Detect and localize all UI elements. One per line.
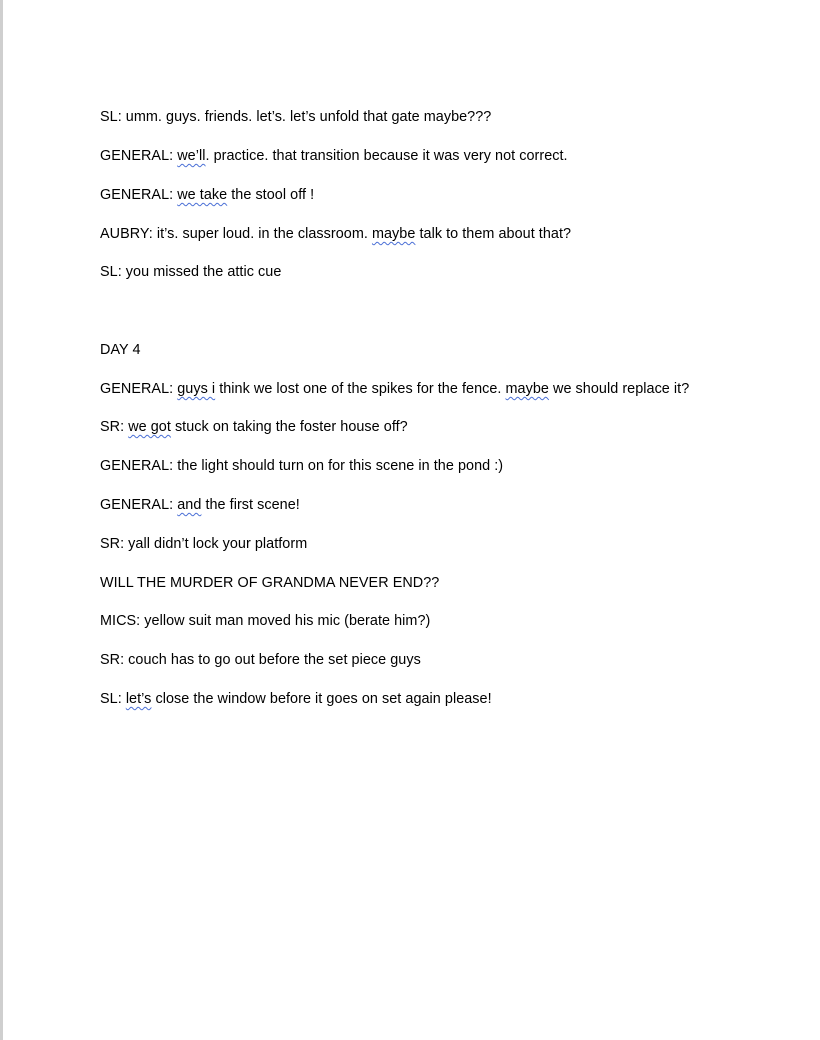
line-text: think we lost one of the spikes for the fence. xyxy=(215,381,506,397)
line-text: GENERAL: xyxy=(100,148,178,164)
spellcheck-flagged-text[interactable]: maybe xyxy=(505,381,549,397)
line-text: AUBRY: it’s. super loud. in the classroom. xyxy=(100,226,372,242)
document-line xyxy=(100,186,314,204)
document-line xyxy=(100,225,571,243)
line-text: stuck on taking the foster house off? xyxy=(170,419,408,435)
line-text: GENERAL: xyxy=(100,381,178,397)
line-text: SL: you missed the attic cue xyxy=(100,264,282,280)
line-text: SR: couch has to go out before the set piece guys xyxy=(100,652,421,668)
line-text: GENERAL: the light should turn on for this scene in the pond :) xyxy=(100,458,504,474)
line-text: WILL THE MURDER OF GRANDMA NEVER END?? xyxy=(100,575,440,591)
spellcheck-flagged-text[interactable]: and xyxy=(177,497,202,513)
document-line xyxy=(100,574,439,592)
line-text: the stool off ! xyxy=(227,187,315,203)
line-text: close the window before it goes on set again please! xyxy=(151,691,492,707)
spellcheck-flagged-text[interactable]: we’ll xyxy=(177,148,206,164)
document-line xyxy=(100,457,503,475)
document-line xyxy=(100,108,491,126)
spellcheck-flagged-text[interactable]: let’s xyxy=(125,691,152,707)
line-text: GENERAL: xyxy=(100,187,178,203)
line-text: SR: yall didn’t lock your platform xyxy=(100,536,308,552)
line-text: we should replace it? xyxy=(548,381,690,397)
document-line xyxy=(100,147,568,165)
line-text: SR: xyxy=(100,419,129,435)
section-heading xyxy=(100,341,141,359)
line-text: SL: xyxy=(100,691,126,707)
document-line xyxy=(100,612,430,630)
line-text: talk to them about that? xyxy=(415,226,572,242)
line-text: SL: umm. guys. friends. let’s. let’s unfold that gate maybe??? xyxy=(100,109,492,125)
document-line xyxy=(100,690,492,708)
line-text: . practice. that transition because it was very not correct. xyxy=(205,148,568,164)
line-text: GENERAL: xyxy=(100,497,178,513)
line-text: the first scene! xyxy=(201,497,300,513)
heading-text: DAY 4 xyxy=(100,342,141,358)
document-line xyxy=(100,535,307,553)
document-line xyxy=(100,651,421,669)
spellcheck-flagged-text[interactable]: we take xyxy=(177,187,228,203)
document-line xyxy=(100,380,689,398)
document-line xyxy=(100,418,408,436)
line-text: MICS: yellow suit man moved his mic (berate him?) xyxy=(100,613,431,629)
spellcheck-flagged-text[interactable]: maybe xyxy=(371,226,416,242)
spellcheck-flagged-text[interactable]: guys i xyxy=(177,381,216,397)
document-line xyxy=(100,263,281,281)
document-line xyxy=(100,496,300,514)
spellcheck-flagged-text[interactable]: we got xyxy=(128,419,171,435)
